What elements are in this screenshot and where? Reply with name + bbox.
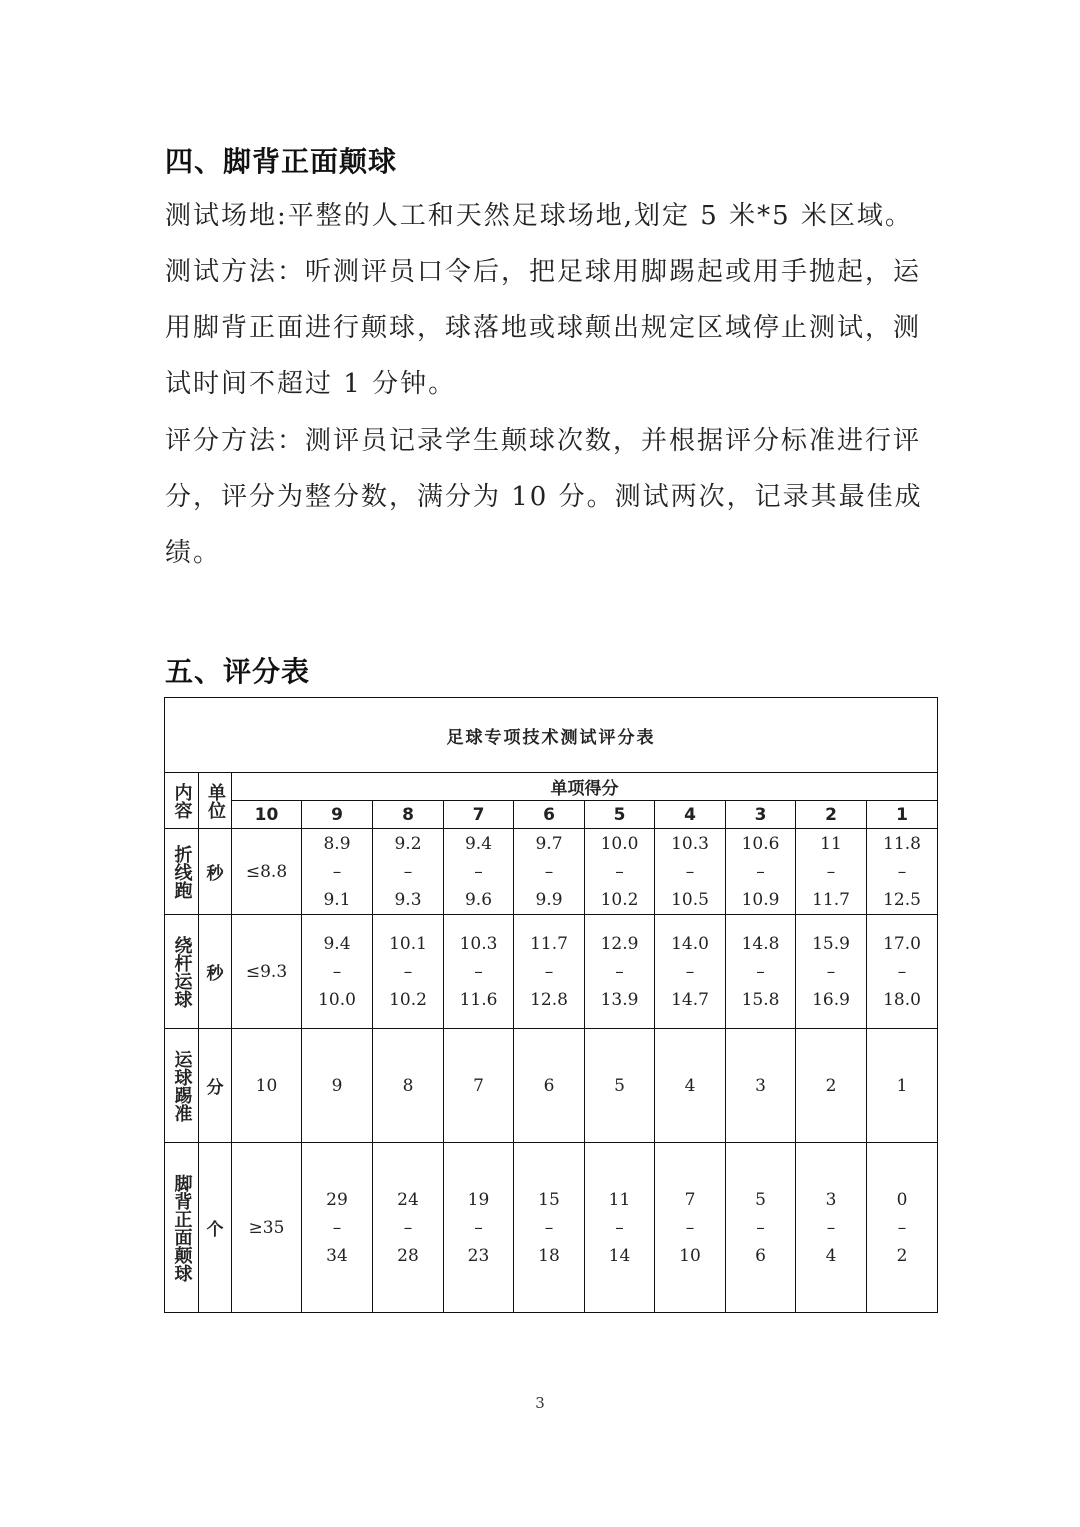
item-name: 绕杆运球 xyxy=(171,935,193,1008)
header-unit-label: 单位 xyxy=(205,782,226,819)
range-value: 10 xyxy=(255,1075,278,1096)
score-cell xyxy=(373,829,444,915)
score-cell xyxy=(796,1029,867,1143)
score-cell xyxy=(867,829,938,915)
item-unit: 秒 xyxy=(199,829,232,915)
table-row xyxy=(165,829,938,915)
range-dash: – xyxy=(756,1217,765,1238)
range-value: 10.0 xyxy=(600,833,639,854)
score-cell xyxy=(726,1029,796,1143)
range-value: 15.8 xyxy=(741,989,780,1010)
score-cell xyxy=(444,1029,514,1143)
range-value: 24 xyxy=(397,1189,419,1210)
item-name: 折线跑 xyxy=(171,844,193,899)
score-cell xyxy=(726,915,796,1029)
range-value: 13.9 xyxy=(600,989,639,1010)
range-value: 8 xyxy=(402,1075,414,1096)
range-value: 10.2 xyxy=(600,889,639,910)
range-value: 10.6 xyxy=(741,833,780,854)
range-dash: – xyxy=(685,961,695,982)
scoring-method-paragraph: 评分方法：测评员记录学生颠球次数，并根据评分标准进行评分，评分为整分数，满分为 10 分。测试两次，记录其最佳成绩。 xyxy=(165,426,923,568)
score-cell xyxy=(867,1029,938,1143)
range-value: 28 xyxy=(397,1245,419,1266)
score-cell xyxy=(514,829,585,915)
range-value: 2 xyxy=(896,1245,908,1266)
score-cell xyxy=(585,1029,655,1143)
range-value: 9.2 xyxy=(394,833,422,854)
section-5-title: 五、评分表 xyxy=(165,655,311,688)
range-value: 9.6 xyxy=(464,889,493,910)
score-cell xyxy=(655,1143,726,1313)
range-value: 9.4 xyxy=(323,933,351,954)
range-value: ≤9.3 xyxy=(245,961,288,982)
score-cell xyxy=(796,915,867,1029)
score-header-2: 2 xyxy=(796,801,867,829)
range-dash: – xyxy=(826,1217,836,1238)
range-value: 11.7 xyxy=(812,889,850,910)
score-header-row xyxy=(165,801,938,829)
score-cell xyxy=(655,915,726,1029)
range-dash: – xyxy=(544,1217,554,1238)
range-value: 9.1 xyxy=(323,889,351,910)
range-value: 11 xyxy=(820,833,842,854)
range-value: 10.2 xyxy=(389,989,427,1010)
range-value: 11.8 xyxy=(883,833,921,854)
score-cell xyxy=(655,1029,726,1143)
range-dash: – xyxy=(474,861,483,882)
range-dash: – xyxy=(332,961,342,982)
range-dash: – xyxy=(615,861,624,882)
range-value: 16.9 xyxy=(812,989,850,1010)
item-name-cell xyxy=(165,1029,199,1143)
range-value: 19 xyxy=(467,1189,490,1210)
item-unit: 个 xyxy=(199,1143,232,1313)
score-cell xyxy=(302,1143,373,1313)
score-cell xyxy=(514,1029,585,1143)
range-dash: – xyxy=(826,961,836,982)
score-cell xyxy=(232,829,302,915)
range-dash: – xyxy=(685,861,695,882)
range-dash: – xyxy=(474,1217,483,1238)
range-value: 0 xyxy=(896,1189,908,1210)
range-value: 8.9 xyxy=(323,833,351,854)
range-value: 1 xyxy=(896,1075,908,1096)
range-value: 18 xyxy=(538,1245,560,1266)
range-value: 3 xyxy=(825,1189,837,1210)
range-dash: – xyxy=(474,961,483,982)
table-row xyxy=(165,1029,938,1143)
score-cell xyxy=(444,1143,514,1313)
header-content-cell xyxy=(165,773,199,829)
range-value: ≤8.8 xyxy=(245,861,288,882)
range-value: 9 xyxy=(331,1075,343,1096)
range-value: 9.3 xyxy=(394,889,422,910)
range-dash: – xyxy=(685,1217,695,1238)
range-value: 10.1 xyxy=(389,933,427,954)
item-name-cell xyxy=(165,1143,199,1313)
range-dash: – xyxy=(897,961,907,982)
range-value: 9.7 xyxy=(535,833,563,854)
range-dash: – xyxy=(756,861,765,882)
score-cell xyxy=(444,829,514,915)
test-field-paragraph: 测试场地:平整的人工和天然足球场地,划定 5 米*5 米区域。 xyxy=(165,201,913,231)
score-cell xyxy=(232,1143,302,1313)
score-cell xyxy=(796,829,867,915)
score-cell xyxy=(726,1143,796,1313)
score-cell xyxy=(514,1143,585,1313)
header-content-label: 内容 xyxy=(171,782,193,819)
range-dash: – xyxy=(897,861,907,882)
range-value: 11 xyxy=(608,1189,631,1210)
header-unit-cell xyxy=(199,773,232,829)
range-value: 14.7 xyxy=(671,989,709,1010)
score-cell xyxy=(232,1029,302,1143)
item-name-cell xyxy=(165,829,199,915)
score-header-5: 5 xyxy=(585,801,655,829)
score-header-9: 9 xyxy=(302,801,373,829)
score-cell xyxy=(302,1029,373,1143)
range-value: 14.8 xyxy=(741,933,780,954)
item-unit: 秒 xyxy=(199,915,232,1029)
range-value: 11.7 xyxy=(530,933,568,954)
score-cell xyxy=(585,829,655,915)
range-dash: – xyxy=(897,1217,907,1238)
range-value: 10.3 xyxy=(671,833,709,854)
range-value: 10.9 xyxy=(741,889,780,910)
range-value: 23 xyxy=(467,1245,490,1266)
score-cell xyxy=(444,915,514,1029)
range-dash: – xyxy=(615,961,624,982)
range-value: 15 xyxy=(538,1189,560,1210)
score-cell xyxy=(514,915,585,1029)
test-method-paragraph: 测试方法：听测评员口令后，把足球用脚踢起或用手抛起，运用脚背正面进行颠球，球落地或球颠出规定区域停止测试，测试时间不超过 1 分钟。 xyxy=(165,257,922,399)
score-cell xyxy=(867,915,938,1029)
score-header-8: 8 xyxy=(373,801,444,829)
score-header-4: 4 xyxy=(655,801,726,829)
score-cell xyxy=(585,1143,655,1313)
range-dash: – xyxy=(403,961,413,982)
range-value: 12.8 xyxy=(530,989,568,1010)
table-caption: 足球专项技术测试评分表 xyxy=(165,698,938,773)
score-cell xyxy=(867,1143,938,1313)
range-value: 10 xyxy=(679,1245,701,1266)
item-name-cell xyxy=(165,915,199,1029)
item-name: 脚背正面颠球 xyxy=(171,1173,193,1282)
range-value: 3 xyxy=(755,1075,766,1096)
range-dash: – xyxy=(332,1217,342,1238)
score-cell xyxy=(302,829,373,915)
range-value: 11.6 xyxy=(459,989,498,1010)
range-value: 12.9 xyxy=(600,933,639,954)
score-cell xyxy=(373,1143,444,1313)
range-value: 29 xyxy=(326,1189,348,1210)
range-value: 7 xyxy=(473,1075,484,1096)
header-scores-label: 单项得分 xyxy=(232,773,938,801)
score-cell xyxy=(373,915,444,1029)
range-value: 14.0 xyxy=(671,933,709,954)
range-value: 10.5 xyxy=(671,889,709,910)
score-cell xyxy=(655,829,726,915)
score-cell xyxy=(585,915,655,1029)
range-value: 5 xyxy=(614,1075,625,1096)
range-value: 34 xyxy=(326,1245,348,1266)
range-dash: – xyxy=(403,1217,413,1238)
range-value: 9.4 xyxy=(464,833,493,854)
range-value: 14 xyxy=(608,1245,631,1266)
range-value: 15.9 xyxy=(812,933,850,954)
range-dash: – xyxy=(332,861,342,882)
range-value: 18.0 xyxy=(883,989,921,1010)
score-cell xyxy=(302,915,373,1029)
range-value: 4 xyxy=(684,1075,696,1096)
item-unit: 分 xyxy=(199,1029,232,1143)
range-dash: – xyxy=(544,861,554,882)
table-row xyxy=(165,1143,938,1313)
range-value: 10.0 xyxy=(318,989,356,1010)
range-value: 9.9 xyxy=(535,889,563,910)
score-cell xyxy=(726,829,796,915)
range-dash: – xyxy=(615,1217,624,1238)
range-value: 4 xyxy=(825,1245,837,1266)
range-dash: – xyxy=(756,961,765,982)
score-header-3: 3 xyxy=(726,801,796,829)
item-name: 运球踢准 xyxy=(171,1049,193,1122)
score-cell xyxy=(796,1143,867,1313)
score-header-7: 7 xyxy=(444,801,514,829)
range-value: ≥35 xyxy=(248,1217,285,1238)
score-header-6: 6 xyxy=(514,801,585,829)
range-dash: – xyxy=(403,861,413,882)
scoring-table xyxy=(164,697,938,1313)
range-value: 5 xyxy=(755,1189,766,1210)
score-cell xyxy=(373,1029,444,1143)
range-value: 10.3 xyxy=(459,933,498,954)
range-value: 17.0 xyxy=(883,933,921,954)
range-value: 6 xyxy=(755,1245,766,1266)
table-row xyxy=(165,915,938,1029)
score-cell xyxy=(232,915,302,1029)
range-value: 6 xyxy=(543,1075,555,1096)
range-dash: – xyxy=(826,861,836,882)
section-4-title: 四、脚背正面颠球 xyxy=(165,145,398,178)
score-header-1: 1 xyxy=(867,801,938,829)
range-value: 7 xyxy=(684,1189,696,1210)
page-number: 3 xyxy=(535,1394,545,1412)
range-value: 12.5 xyxy=(883,889,921,910)
score-header-10: 10 xyxy=(232,801,302,829)
range-dash: – xyxy=(544,961,554,982)
range-value: 2 xyxy=(825,1075,837,1096)
